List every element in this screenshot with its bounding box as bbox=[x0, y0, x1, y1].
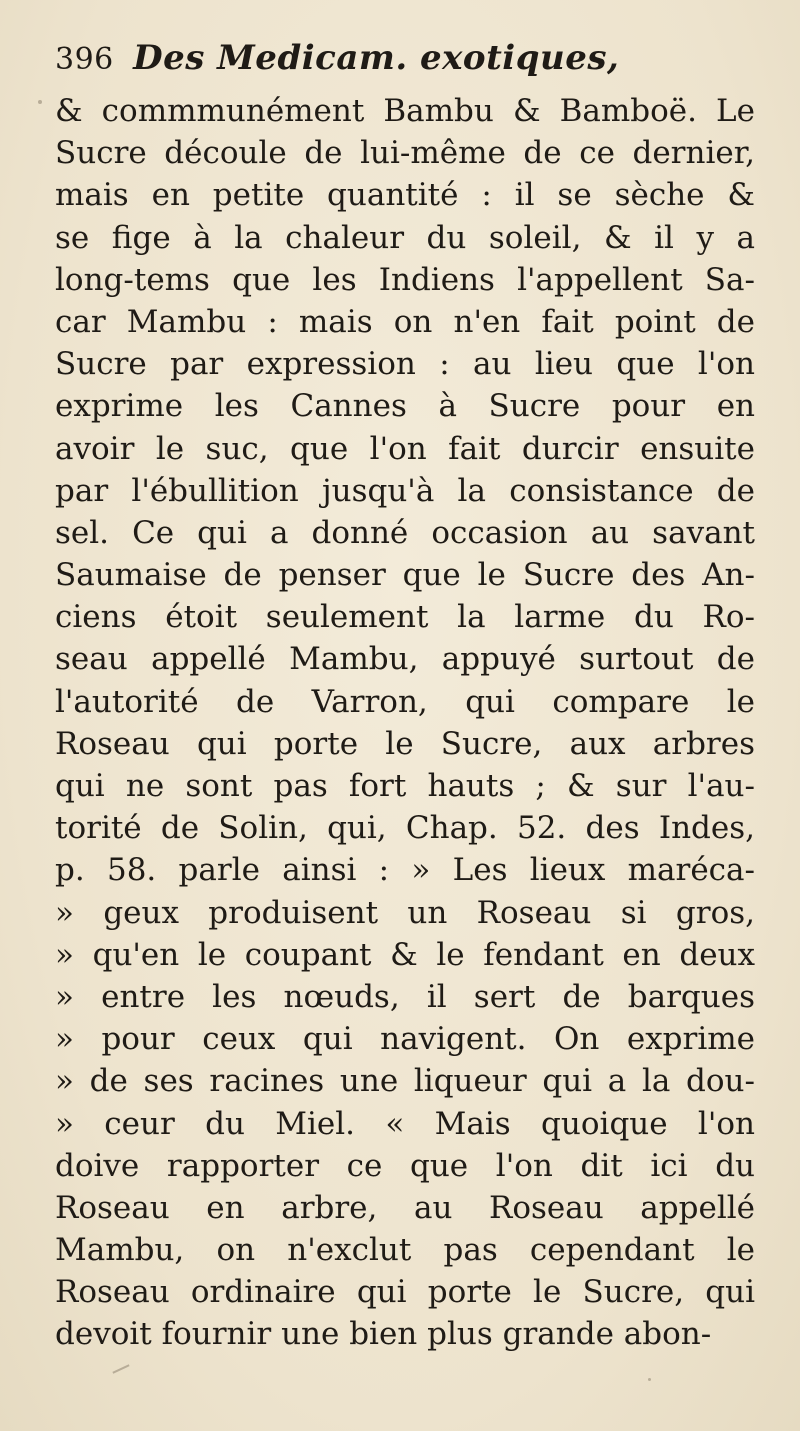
quoted-line: » pour ceux qui navigent. On exprime bbox=[55, 1021, 755, 1058]
text-line: ciens étoit seulement la larme du Ro- bbox=[55, 599, 755, 636]
text-line: qui ne sont pas fort hauts ; & sur l'au- bbox=[55, 768, 755, 804]
text-line: doive rapporter ce que l'on dit ici du bbox=[55, 1147, 755, 1184]
paper-speck bbox=[648, 1378, 651, 1381]
text-line: avoir le suc, que l'on fait durcir ensuite bbox=[55, 430, 755, 467]
body-text bbox=[55, 90, 755, 1356]
quoted-line: » qu'en le coupant & le fendant en deux bbox=[55, 936, 755, 973]
text-line: & commmunément Bambu & Bamboë. Le bbox=[55, 93, 755, 129]
text-line: Roseau qui porte le Sucre, aux arbres bbox=[55, 725, 755, 762]
text-line: Roseau ordinaire qui porte le Sucre, qui bbox=[55, 1274, 755, 1311]
text-line: Mambu, on n'exclut pas cependant le bbox=[55, 1232, 755, 1269]
text-line: mais en petite quantité : il se sèche & bbox=[55, 177, 755, 214]
quoted-line: » entre les nœuds, il sert de barques bbox=[55, 978, 755, 1015]
text-line: p. 58. parle ainsi : » Les lieux maréca- bbox=[55, 852, 755, 889]
quoted-line: » de ses racines une liqueur qui a la dou- bbox=[55, 1063, 755, 1100]
text-line: torité de Solin, qui, Chap. 52. des Indes, bbox=[55, 810, 755, 847]
quoted-line: » geux produisent un Roseau si gros, bbox=[55, 894, 755, 931]
text-line: seau appellé Mambu, appuyé surtout de bbox=[55, 641, 755, 678]
text-line: Roseau en arbre, au Roseau appellé bbox=[55, 1189, 755, 1226]
running-header bbox=[55, 38, 619, 78]
text-line: l'autorité de Varron, qui compare le bbox=[55, 683, 755, 720]
paper-speck bbox=[38, 100, 42, 104]
running-title: Des Medicam. exotiques, bbox=[133, 38, 620, 78]
text-line: Saumaise de penser que le Sucre des An- bbox=[55, 557, 755, 594]
text-line: Sucre découle de lui-même de ce dernier, bbox=[55, 135, 755, 172]
text-line: exprime les Cannes à Sucre pour en bbox=[55, 388, 755, 425]
text-line: car Mambu : mais on n'en fait point de bbox=[55, 303, 755, 340]
quoted-line: » ceur du Miel. « Mais quoique l'on bbox=[55, 1105, 755, 1142]
text-line: par l'ébullition jusqu'à la consistance de bbox=[55, 472, 755, 509]
text-line: long-tems que les Indiens l'appellent Sa- bbox=[55, 261, 755, 298]
text-line: devoit fournir une bien plus grande abon- bbox=[55, 1316, 712, 1353]
page-number: 396 bbox=[55, 42, 114, 77]
text-line: sel. Ce qui a donné occasion au savant bbox=[55, 514, 755, 551]
text-line: se fige à la chaleur du soleil, & il y a bbox=[55, 219, 755, 256]
text-line: Sucre par expression : au lieu que l'on bbox=[55, 346, 755, 383]
paper-speck bbox=[112, 1364, 129, 1373]
